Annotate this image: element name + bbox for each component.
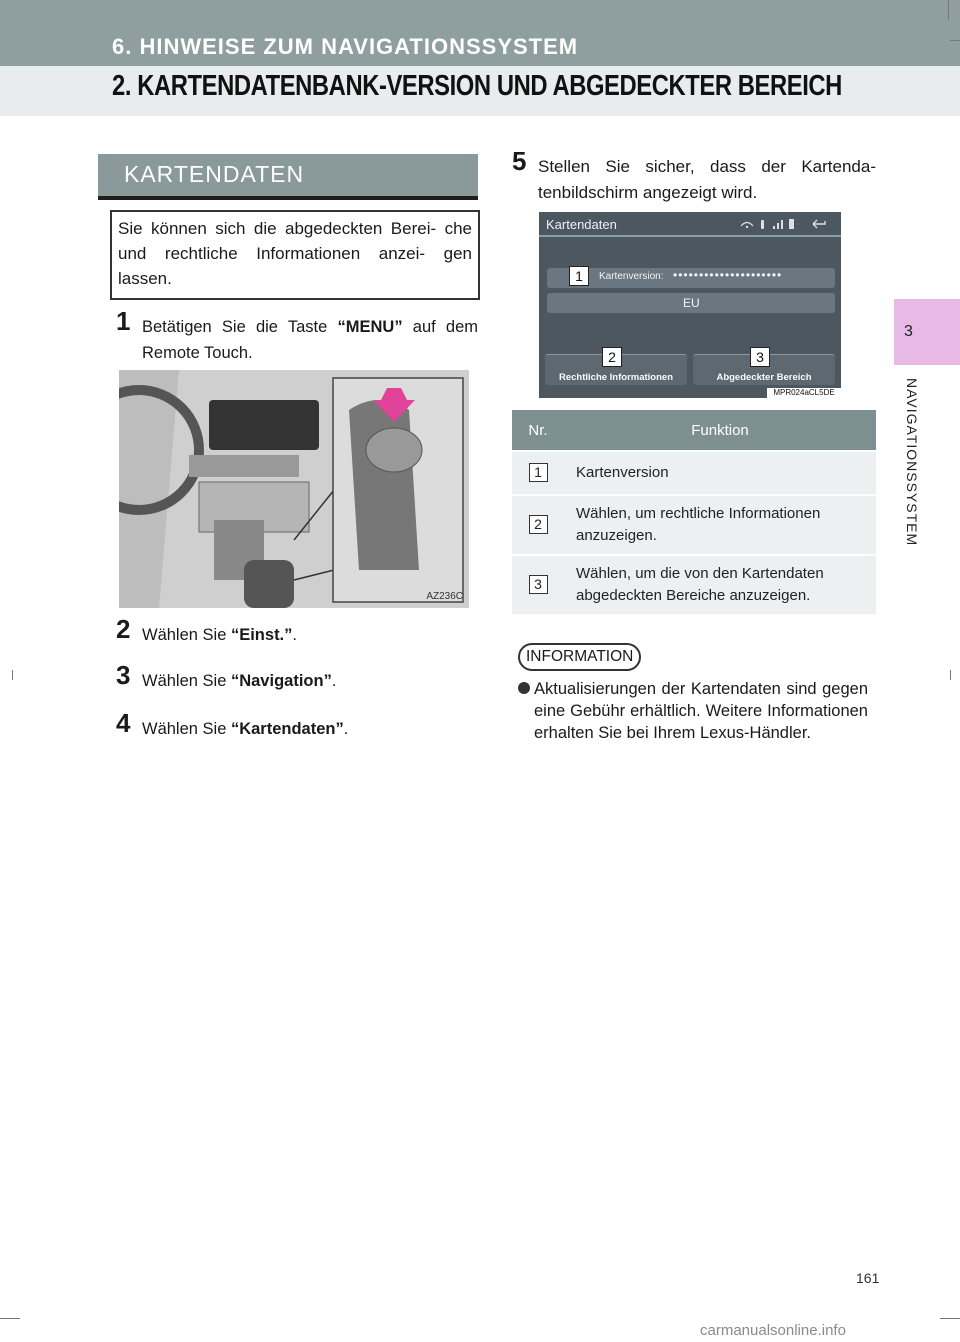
- step-3: [116, 660, 337, 694]
- region-label: EU: [683, 296, 700, 310]
- status-icons: [739, 217, 839, 231]
- row-number: 2: [529, 515, 548, 534]
- step-4: [116, 708, 349, 742]
- title-underline: [539, 235, 841, 237]
- crop-mark: [950, 670, 951, 680]
- screen-title: Kartendaten: [546, 217, 617, 232]
- screen-code: MPR024aCL5DE: [767, 388, 841, 398]
- step-text: Wählen Sie: [142, 672, 231, 690]
- step-text: auf dem Remote Touch.: [142, 318, 478, 362]
- step-text: .: [343, 720, 349, 738]
- watermark: carmanualsonline.info: [700, 1322, 846, 1339]
- step-keyword: “MENU”: [337, 318, 403, 336]
- step-1: [116, 306, 478, 366]
- covered-area-label: Abgedeckter Bereich: [716, 372, 812, 383]
- crop-mark: [950, 40, 960, 41]
- information-label: INFORMATION: [518, 643, 641, 671]
- step-text: Wählen Sie: [142, 626, 231, 644]
- region-row: [547, 293, 835, 313]
- step-2: [116, 614, 297, 648]
- chapter-tab: [894, 299, 960, 365]
- chapter-title: 2. KARTENDATENBANK-VERSION UND ABGEDECKTER BEREICH: [112, 70, 842, 102]
- photo-code: AZ236C: [426, 591, 463, 602]
- row-text: Wählen, um rechtliche Informationen anzuzeigen.: [564, 495, 876, 555]
- step-number: 5: [512, 146, 527, 176]
- version-row[interactable]: [547, 268, 835, 288]
- version-label: Kartenversion:: [599, 271, 664, 282]
- chapter-tab-number: 3: [904, 323, 913, 340]
- console-photo: [119, 370, 469, 608]
- step-number: 2: [116, 614, 131, 644]
- chapter-side-label: NAVIGATIONSSYSTEM: [904, 378, 920, 547]
- step-number: 4: [116, 708, 131, 738]
- table-header-nr: Nr.: [512, 410, 564, 451]
- console-illustration: [119, 370, 469, 608]
- step-text: .: [292, 626, 297, 644]
- row-text: Wählen, um die von den Kartendaten abgedeckten Bereiche anzuzeigen.: [564, 555, 876, 614]
- row-number: 3: [529, 575, 548, 594]
- function-table: [512, 410, 876, 614]
- step-number: 1: [116, 306, 131, 336]
- step-keyword: “Kartendaten”: [230, 720, 344, 738]
- step-keyword: “Navigation”: [230, 672, 332, 690]
- legal-info-label: Rechtliche Informationen: [558, 372, 673, 383]
- crop-mark: [0, 1318, 20, 1319]
- bullet-icon: [518, 682, 530, 694]
- step-number: 3: [116, 660, 131, 690]
- callout-3: 3: [750, 347, 770, 367]
- map-data-screen: [539, 212, 841, 398]
- crop-mark: [12, 670, 13, 680]
- section-title: 6. HINWEISE ZUM NAVIGATIONSSYSTEM: [112, 34, 579, 59]
- subsection-heading-text: KARTENDATEN: [124, 161, 305, 187]
- table-row: [512, 451, 876, 495]
- row-text: Kartenversion: [564, 451, 876, 495]
- crop-mark: [940, 1318, 960, 1319]
- page-number: 161: [856, 1270, 880, 1286]
- table-row: [512, 555, 876, 614]
- step-text: .: [331, 672, 337, 690]
- information-text: Aktualisierungen der Kartendaten sind gegen eine Gebühr erhältlich. Weitere Informationen erhalten Sie bei Ihrem Lexus-Händler.: [534, 680, 868, 742]
- step-text: Wählen Sie: [142, 720, 231, 738]
- version-value: •••••••••••••••••••••: [673, 268, 783, 282]
- callout-1: 1: [569, 266, 589, 286]
- subsection-heading: [98, 154, 478, 200]
- step-text: Stellen Sie sicher, dass der Kartenda- tenbildschirm angezeigt wird.: [538, 157, 876, 202]
- callout-2: 2: [602, 347, 622, 367]
- crop-mark: [948, 0, 949, 20]
- step-5: [512, 146, 876, 206]
- step-text: Betätigen Sie die Taste: [142, 318, 338, 336]
- intro-box: Sie können sich die abgedeckten Berei- che und rechtliche Informationen anzei- gen lassen.: [110, 210, 480, 300]
- table-header-function: Funktion: [564, 410, 876, 451]
- step-keyword: “Einst.”: [230, 626, 293, 644]
- table-row: [512, 495, 876, 555]
- row-number: 1: [529, 463, 548, 482]
